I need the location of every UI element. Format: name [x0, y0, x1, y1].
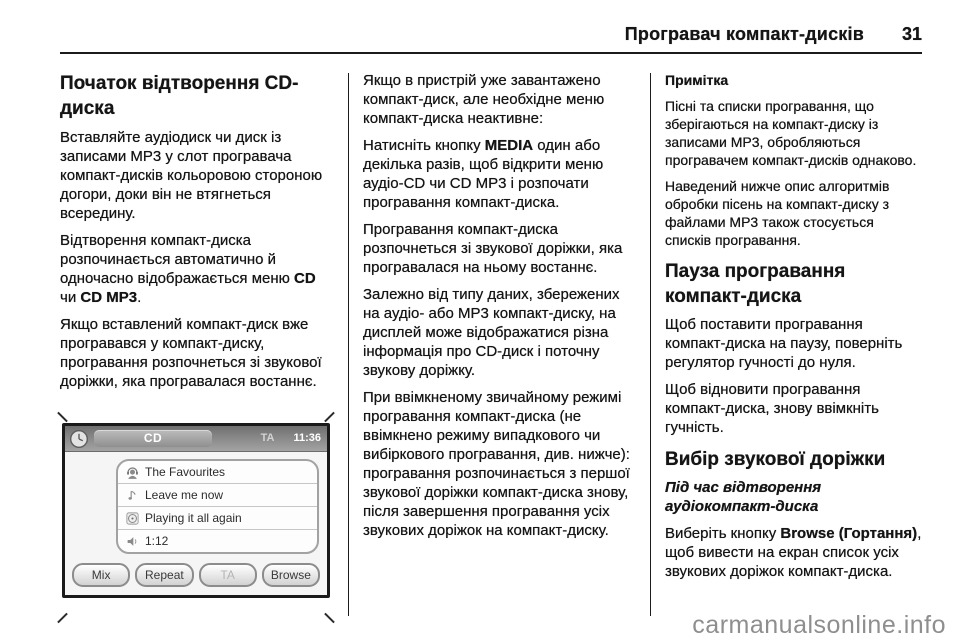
text-run: . — [137, 289, 142, 306]
mix-button: Mix — [72, 563, 130, 587]
display-statusbar — [65, 426, 327, 452]
paragraph: Якщо вставлений компакт-диск вже програвався у компакт-диску, програвання розпочнеться зі звукової доріжки, яка програвалася востаннє. — [60, 316, 322, 390]
watermark: carmanualsonline.info — [692, 611, 946, 639]
track-row — [118, 507, 317, 530]
ta-indicator: TA — [260, 432, 275, 444]
page-number: 31 — [901, 24, 922, 44]
repeat-button: Repeat — [135, 563, 193, 587]
play-time: 1:12 — [145, 533, 169, 548]
display-frame — [62, 423, 330, 598]
note-label: Примітка — [665, 72, 729, 88]
track-row — [118, 530, 317, 552]
cd-display-figure — [60, 415, 332, 622]
text-run: чи — [60, 289, 81, 306]
paragraph: Щоб відновити програвання компакт-диска, знову ввімкніть гучність. — [665, 381, 879, 436]
menu-name: CD MP3 — [80, 289, 138, 306]
section-heading-track-select: Вибір звукової доріжки — [665, 449, 886, 470]
paragraph — [363, 136, 636, 212]
text-run: Відтворення компакт-диска розпочинається автоматично й одночасно відображається меню — [60, 232, 295, 287]
column-3 — [665, 71, 922, 622]
note-paragraph: Наведений нижче опис алгоритмів обробки пісень на компакт-диску з файлами MP3 також стосується списків програвання. — [665, 178, 890, 248]
playtime-speaker-icon — [125, 534, 140, 549]
track-note-icon — [125, 488, 140, 503]
note-paragraph: Пісні та списки програвання, що зберігаються на компакт-диску із записами MP3, обробляються програвачем компакт-дисків однаково. — [665, 98, 917, 168]
text-run: Виберіть кнопку — [665, 525, 781, 542]
text-run: один або декілька разів, щоб відкрити меню аудіо-CD чи CD MP3 і розпочати програвання компакт-диска. — [363, 137, 604, 211]
note-block — [665, 71, 922, 249]
page-header — [0, 0, 960, 54]
ta-button: TA — [199, 563, 257, 587]
paragraph: Залежно від типу даних, збережених на аудіо- або MP3 компакт-диску, на дисплей може відображатися різна інформація про CD-диск і поточну звукову доріжку. — [363, 286, 620, 379]
paragraph: При ввімкненому звичайному режимі програвання компакт-диска (не ввімкнено режиму випадкового чи вибіркового програвання, див. нижче): програвання розпочинається з першої звукової доріжки компакт-диска знову, після завершення програвання усіх звукових доріжок на компакт-диску. — [363, 389, 630, 539]
column-divider — [650, 73, 651, 616]
paragraph: Програвання компакт-диска розпочнеться зі звукової доріжки, яка програвалася на ньому востаннє. — [363, 221, 623, 276]
text-run: , щоб вивести на екран список усіх звукових доріжок компакт-диска. — [665, 525, 922, 580]
cd-source-tab — [94, 430, 212, 447]
browse-button: Browse — [262, 563, 320, 587]
clock-icon — [69, 429, 89, 449]
display-button-row — [72, 563, 320, 587]
paragraph — [665, 524, 922, 581]
subsection-heading: Під час відтворення аудіокомпакт-диска — [665, 479, 822, 515]
paragraph: Щоб поставити програвання компакт-диска на паузу, поверніть регулятор гучності до нуля. — [665, 316, 903, 371]
section-heading-cd-start: Початок відтворення CD-диска — [60, 73, 299, 119]
track-title: Leave me now — [145, 487, 224, 502]
media-button-name: MEDIA — [484, 137, 534, 154]
crop-mark — [57, 412, 68, 423]
clock-time: 11:36 — [293, 432, 321, 444]
paragraph: Вставляйте аудіодиск чи диск із записами MP3 у слот програвача компакт-дисків кольоровою стороною догори, доки він не втягнеться всередину. — [60, 129, 323, 222]
track-row — [118, 484, 317, 507]
menu-name: CD — [294, 270, 316, 287]
album-disc-icon — [125, 511, 140, 526]
track-info-panel — [116, 459, 319, 554]
artist-name: The Favourites — [145, 464, 226, 479]
crop-mark — [324, 412, 335, 423]
column-1 — [60, 71, 334, 622]
paragraph — [60, 231, 334, 307]
cd-source-label: CD — [143, 431, 163, 445]
browse-button-name: Browse (Гортання) — [780, 525, 918, 542]
content-columns — [0, 54, 960, 622]
page-title: Програвач компакт-дисків — [624, 24, 864, 44]
display-body — [65, 452, 327, 595]
track-row — [118, 461, 317, 484]
artist-icon — [125, 465, 140, 480]
crop-mark — [324, 613, 335, 624]
column-2 — [363, 71, 636, 622]
text-run: Натисніть кнопку — [363, 137, 485, 154]
section-heading-pause: Пауза програвання компакт-диска — [665, 261, 846, 307]
crop-mark — [57, 613, 68, 624]
column-divider — [348, 73, 349, 616]
paragraph: Якщо в пристрій уже завантажено компакт-диск, але необхідне меню компакт-диска неактивне: — [363, 72, 605, 127]
album-title: Playing it all again — [145, 510, 242, 525]
